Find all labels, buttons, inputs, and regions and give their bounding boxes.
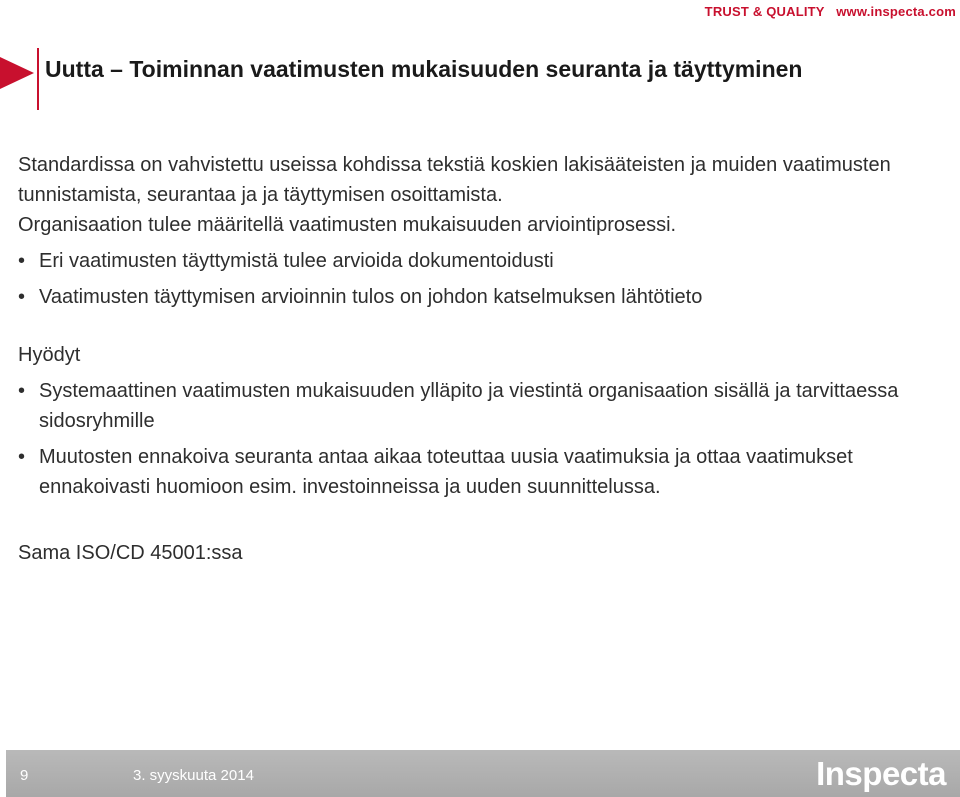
benefits-heading: Hyödyt xyxy=(18,344,81,366)
requirements-list xyxy=(18,246,953,312)
list-item: • Eri vaatimusten täyttymistä tulee arvioida dokumentoidusti xyxy=(18,246,953,276)
brand-url: www.inspecta.com xyxy=(836,4,956,19)
list-item: • Muutosten ennakoiva seuranta antaa aikaa toteuttaa uusia vaatimuksia ja ottaa vaatimukset ennakoivasti huomioon esim. investoinneissa ja uuden suunnittelussa. xyxy=(18,442,953,502)
benefits-list xyxy=(18,376,953,502)
footer-date: 3. syyskuuta 2014 xyxy=(133,767,254,784)
intro-paragraph xyxy=(18,150,953,240)
header-brand-bar xyxy=(705,4,956,19)
title-arrow-icon xyxy=(0,53,36,93)
slide-title: Uutta – Toiminnan vaatimusten mukaisuuden seuranta ja täyttyminen xyxy=(45,56,803,82)
intro-line-2: Organisaation tulee määritellä vaatimusten mukaisuuden arviointiprosessi. xyxy=(18,214,677,236)
title-accent-rule xyxy=(37,48,39,110)
page-number: 9 xyxy=(20,767,29,784)
intro-line-1: Standardissa on vahvistettu useissa kohdissa tekstiä koskien lakisääteisten ja muiden vaatimusten tunnistamista, seurantaa ja ja täyttymisen osoittamista. xyxy=(18,154,891,206)
brand-tagline: TRUST & QUALITY xyxy=(704,4,825,19)
slide-body xyxy=(18,150,953,568)
list-item: • Systemaattinen vaatimusten mukaisuuden ylläpito ja viestintä organisaation sisällä ja tarvittaessa sidosryhmille xyxy=(18,376,953,436)
slide-footer xyxy=(0,750,960,797)
closing-note: Sama ISO/CD 45001:ssa xyxy=(18,542,243,564)
list-item: • Vaatimusten täyttymisen arvioinnin tulos on johdon katselmuksen lähtötieto xyxy=(18,282,953,312)
inspecta-logo: Inspecta xyxy=(816,755,946,792)
